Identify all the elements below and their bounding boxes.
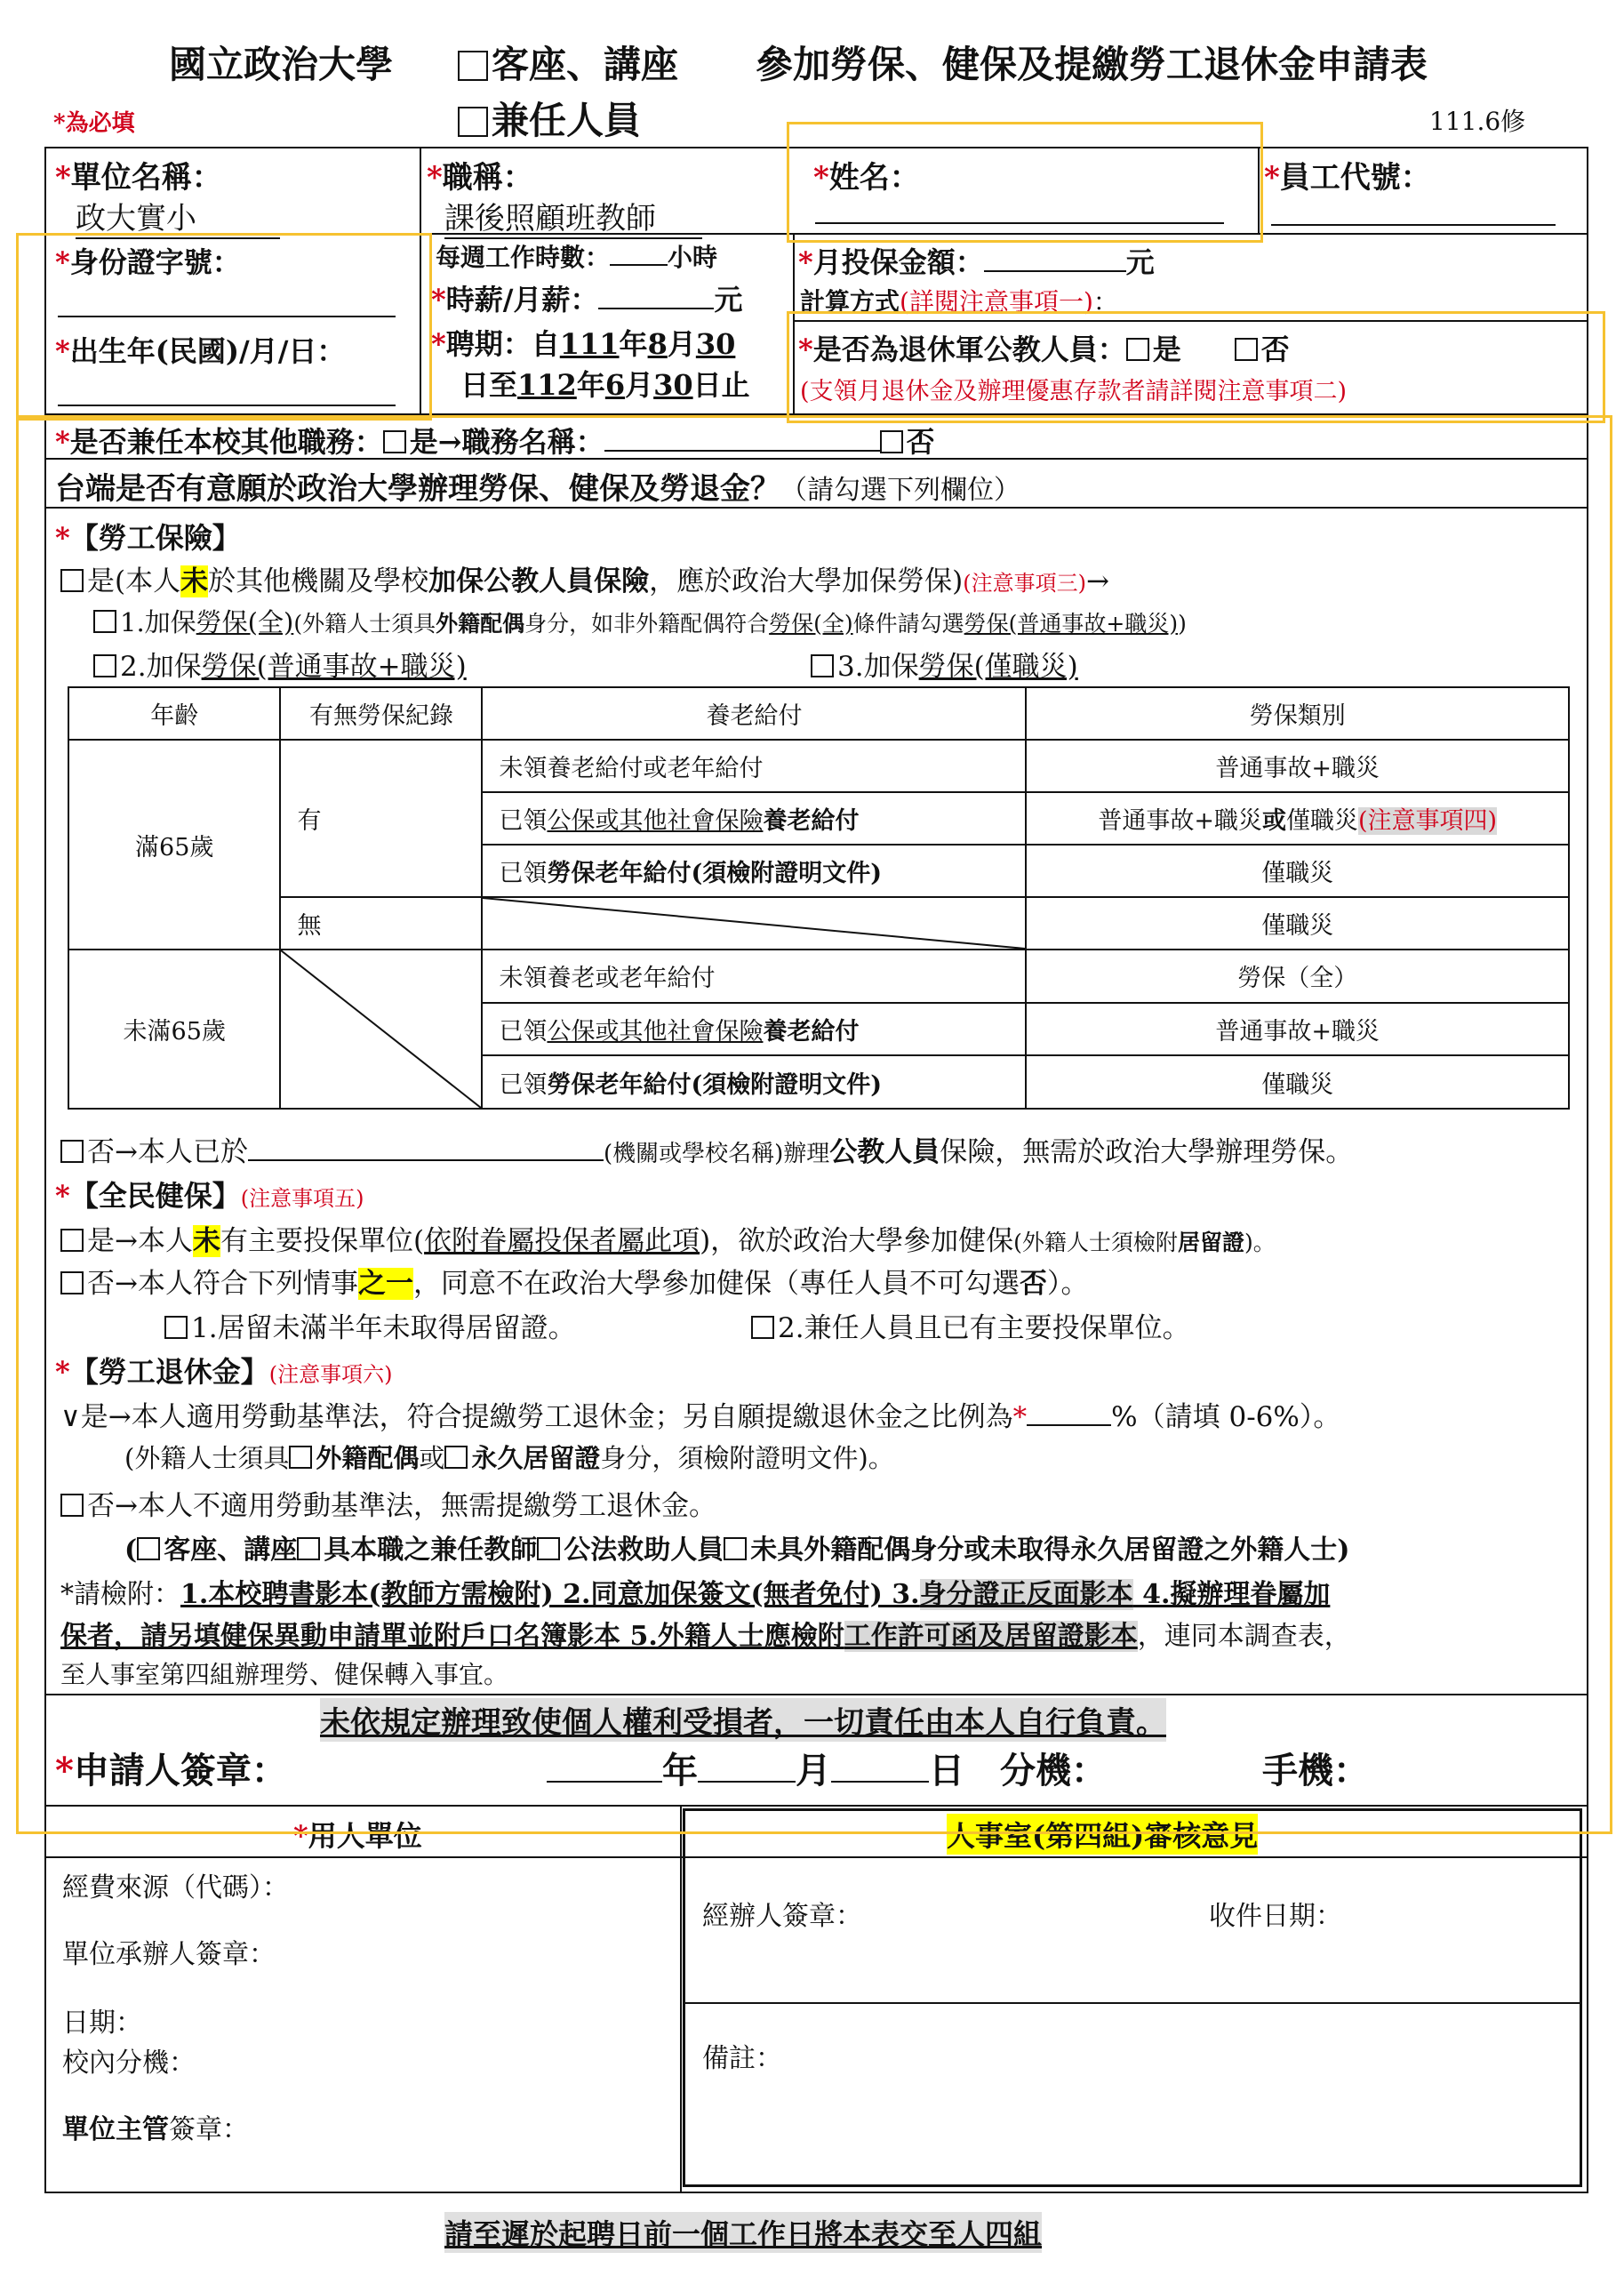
checkbox-visiting[interactable] bbox=[458, 51, 488, 81]
attachments-line-2: 保者，請另填健保異動申請單並附戶口名簿影本 5.外籍人士應檢附工作許可函及居留證影本，連同本調查表， bbox=[60, 1621, 1351, 1652]
weekly-hours: 每週工作時數： 小時 bbox=[436, 243, 718, 272]
hr-handler-signature: 經辦人簽章： bbox=[702, 1901, 862, 1932]
table-row: 無 僅職災 bbox=[68, 897, 1569, 950]
unit-date-label: 日期： bbox=[62, 2008, 142, 2039]
unit-ext-label: 校內分機： bbox=[62, 2048, 196, 2079]
pension-exclusions: ( 客座、講座 具本職之兼任教師 公法救助人員 未具外籍配偶身分或未取得永久居留證之外籍人士) bbox=[124, 1535, 1350, 1566]
form-title-left: 國立政治大學 bbox=[169, 43, 394, 86]
health-no: 否→本人符合下列情事之一，同意不在政治大學參加健保（專任人員不可勾選否）。 bbox=[60, 1261, 1088, 1301]
birth-date-label: *出生年(民國)/月/日： bbox=[55, 334, 346, 368]
table-row: 未滿65歲 未領養老或老年給付 勞保（全） bbox=[68, 950, 1569, 1003]
mobile-label: 手機： bbox=[1262, 1750, 1369, 1791]
record-none-cell: 無 bbox=[280, 897, 482, 950]
attachments-line-1: *請檢附：1.本校聘書影本(教師方需檢附) 2.同意加保簽文(無者免付) 3.身分證正反面影本 4.擬辦理眷屬加 bbox=[60, 1579, 1331, 1610]
labor-no: 否→本人已於 (機關或學校名稱)辦理公教人員保險，無需於政治大學辦理勞保。 bbox=[60, 1129, 1353, 1169]
labor-option-3: 3.加保勞保(僅職災) bbox=[811, 644, 1078, 684]
unit-name-value[interactable]: 政大實小 bbox=[76, 194, 280, 239]
health-sub-2: 2.兼任人員且已有主要投保單位。 bbox=[751, 1305, 1190, 1345]
age-under-65-cell: 未滿65歲 bbox=[68, 950, 280, 1109]
fund-source-label: 經費來源（代碼）： bbox=[62, 1872, 289, 1903]
table-row: 已領公保或其他社會保險養老給付 普通事故+職災 bbox=[68, 1003, 1569, 1056]
unit-head-signature: 單位主管簽章： bbox=[62, 2114, 249, 2145]
highlight-retired bbox=[787, 311, 1605, 423]
labor-option-2: 2.加保勞保(普通事故+職災) bbox=[93, 644, 467, 684]
table-header-type: 勞保類別 bbox=[1026, 687, 1569, 740]
pension-heading: *【勞工退休金】(注意事項六) bbox=[55, 1355, 393, 1389]
employment-period-end: 日至112年6月30日止 bbox=[460, 368, 750, 402]
labor-yes: 是(本人未於其他機關及學校加保公教人員保險，應於政治大學加保勞保)(注意事項三)→ bbox=[60, 558, 1109, 598]
health-yes: 是→本人未有主要投保單位(依附眷屬投保者屬此項)，欲於政治大學參加健保(外籍人士須檢附居留證)。 bbox=[60, 1218, 1276, 1258]
record-has-cell: 有 bbox=[280, 740, 482, 897]
pension-foreign: (外籍人士須具 外籍配偶或 永久居留證身分，須檢附證明文件)。 bbox=[124, 1443, 894, 1473]
retired-question: *是否為退休軍公教人員： 是 否 bbox=[798, 333, 1290, 366]
employee-id-field[interactable] bbox=[1271, 224, 1556, 226]
unit-name-label: *單位名稱： bbox=[55, 160, 222, 196]
highlight-main-section bbox=[16, 415, 1612, 1834]
form-title-right: 參加勞保、健保及提繳勞工退休金申請表 bbox=[756, 43, 1428, 86]
wage-field[interactable] bbox=[598, 308, 714, 309]
option-visiting[interactable]: 客座、講座 bbox=[458, 36, 678, 89]
willingness-question: 台端是否有意願於政治大學辦理勞保、健保及勞退金？（請勾選下列欄位） bbox=[55, 471, 1020, 507]
employee-id-label: *員工代號： bbox=[1264, 160, 1431, 196]
highlight-name bbox=[787, 122, 1263, 243]
table-row: 滿65歲 有 未領養老給付或老年給付 普通事故+職災 bbox=[68, 740, 1569, 792]
pension-no: 否→本人不適用勞動基準法，無需提繳勞工退休金。 bbox=[60, 1483, 716, 1523]
form-version: 111.6修 bbox=[1429, 107, 1526, 136]
retired-note: (支領月退休金及辦理優惠存款者請詳閱注意事項二) bbox=[800, 378, 1348, 405]
liability-statement: 未依規定辦理致使個人權利受損者，一切責任由本人自行負責。 bbox=[320, 1698, 1166, 1742]
insured-amount-field[interactable] bbox=[984, 270, 1126, 272]
sign-date: 年 月 日 分機： bbox=[547, 1743, 1107, 1793]
required-note: *為必填 bbox=[53, 110, 135, 137]
position-label: *職稱： bbox=[427, 160, 533, 196]
hiring-unit-title: *用人單位 bbox=[293, 1819, 422, 1853]
table-row: 已領勞保老年給付(須檢附證明文件) 僅職災 bbox=[68, 845, 1569, 897]
footer-note: 請至遲於起聘日前一個工作日將本表交至人四組 bbox=[444, 2212, 1042, 2253]
table-row: 已領勞保老年給付(須檢附證明文件) 僅職災 bbox=[68, 1055, 1569, 1109]
pension-yes: ∨是→本人適用勞動基準法，符合提繳勞工退休金；另自願提繳退休金之比例為* %（請填 0-6%）。 bbox=[60, 1401, 1341, 1433]
calc-method: 計算方式(詳閱注意事項一)： bbox=[800, 287, 1118, 317]
insured-amount: *月投保金額： 元 bbox=[798, 245, 1155, 279]
name-label: *姓名： bbox=[813, 160, 920, 196]
id-number-label: *身份證字號： bbox=[55, 245, 241, 279]
age-65-cell: 滿65歲 bbox=[68, 740, 280, 950]
unit-handler-signature: 單位承辦人簽章： bbox=[62, 1939, 276, 1970]
table-header-pension: 養老給付 bbox=[482, 687, 1026, 740]
table-header-record: 有無勞保紀錄 bbox=[280, 687, 482, 740]
attachments-line-3: 至人事室第四組辦理勞、健保轉入事宜。 bbox=[60, 1660, 509, 1689]
applicant-signature-label: *申請人簽章： bbox=[55, 1750, 287, 1791]
concurrent-post: *是否兼任本校其他職務： 是→職務名稱： 否 bbox=[55, 425, 935, 459]
wage: *時薪/月薪： 元 bbox=[431, 283, 743, 317]
labor-option-1: 1.加保勞保(全)(外籍人士須具外籍配偶身分，如非外籍配偶符合勞保(全)條件請勾選勞保(普通事故+職災)) bbox=[93, 603, 1187, 639]
employment-period-start: *聘期：自111年8月30 bbox=[431, 327, 736, 361]
checkbox-adjunct[interactable] bbox=[458, 107, 488, 137]
option-adjunct[interactable]: 兼任人員 bbox=[458, 92, 641, 145]
position-value[interactable]: 課後照顧班教師 bbox=[444, 194, 702, 239]
table-header-age: 年齡 bbox=[68, 687, 280, 740]
hr-review-title: 人事室(第四組)審核意見 bbox=[947, 1814, 1258, 1855]
health-heading: *【全民健保】(注意事項五) bbox=[55, 1179, 364, 1213]
labor-insurance-heading: *【勞工保險】 bbox=[55, 521, 241, 555]
hr-received-date: 收件日期： bbox=[1209, 1901, 1342, 1932]
highlight-id-birth bbox=[16, 233, 432, 421]
hr-memo-label: 備註： bbox=[702, 2043, 782, 2074]
table-row: 已領公保或其他社會保險養老給付 普通事故+職災或僅職災(注意事項四) bbox=[68, 792, 1569, 845]
weekly-hours-field[interactable] bbox=[610, 264, 668, 266]
health-sub-1: 1.居留未滿半年未取得居留證。 bbox=[164, 1305, 576, 1345]
